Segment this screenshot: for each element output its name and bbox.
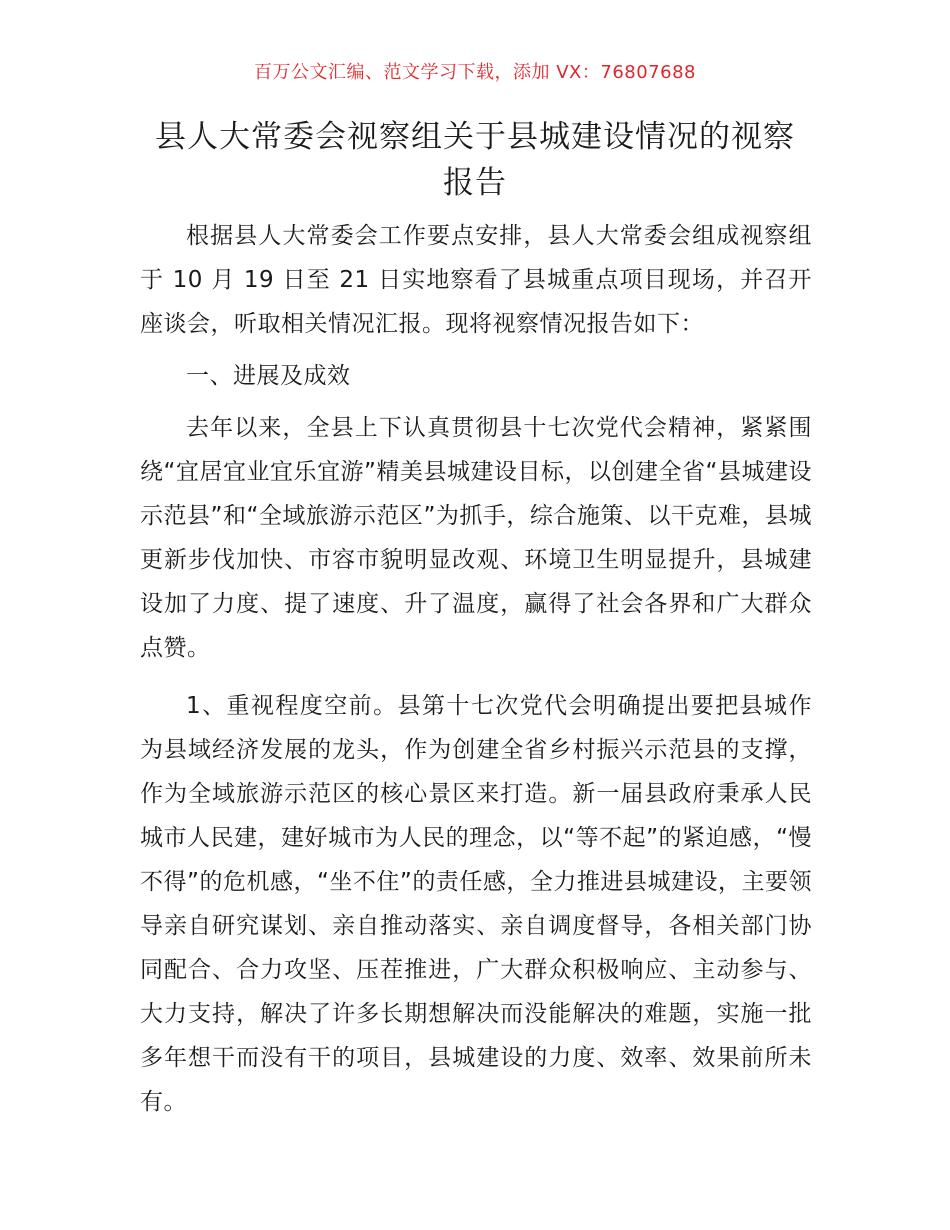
paragraph-overview: 去年以来，全县上下认真贯彻县十七次党代会精神，紧紧围绕“宜居宜业宜乐宜游”精美县城建设目标，以创建全省“县城建设示范县”和“全域旅游示范区”为抓手，综合施策、以干克难，县城更新步伐加快、市容市貌明显改观、环境卫生明显提升，县城建设加了力度、提了速度、升了温度，赢得了社会各界和广大群众点赞。 — [140, 415, 812, 661]
document-body — [140, 214, 812, 1124]
paragraph-intro: 根据县人大常委会工作要点安排，县人大常委会组成视察组于 10 月 19 日至 21 日实地察看了县城重点项目现场，并召开座谈会，听取相关情况汇报。现将视察情况报告如下： — [140, 223, 812, 337]
section-heading-progress: 一、进展及成效 — [186, 363, 351, 389]
paragraph-point-1: 1、重视程度空前。县第十七次党代会明确提出要把县城作为县域经济发展的龙头，作为创建全省乡村振兴示范县的支撑，作为全域旅游示范区的核心景区来打造。新一届县政府秉承人民城市人民建，建好城市为人民的理念，以“等不起”的紧迫感，“慢不得”的危机感，“坐不住”的责任感，全力推进县城建设，主要领导亲自研究谋划、亲自推动落实、亲自调度督导，各相关部门协同配合、合力攻坚、压茬推进，广大群众积极响应、主动参与、大力支持，解决了许多长期想解决而没能解决的难题，实施一批多年想干而没有干的项目，县城建设的力度、效率、效果前所未有。 — [140, 693, 812, 1115]
header-watermark-note: 百万公文汇编、范文学习下载，添加 VX：76807688 — [254, 62, 696, 83]
document-title: 县人大常委会视察组关于县城建设情况的视察报告 — [155, 119, 795, 201]
